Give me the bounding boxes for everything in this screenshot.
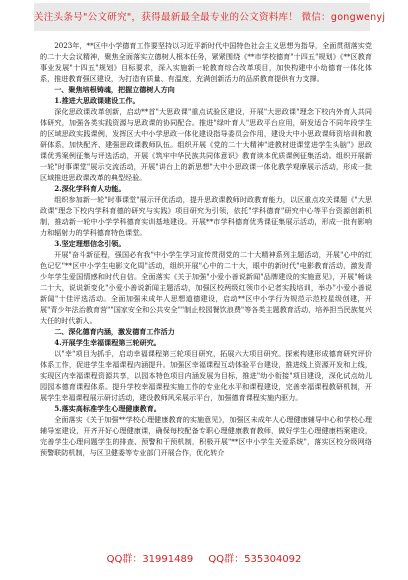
section-heading: 一、聚焦培根铸魂，把握立德树人方向 <box>54 85 175 94</box>
banner-text: 关注头条号"公文研究"，获得最新最全最专业的公文资料库！ 微信：gongwenyj <box>34 12 386 23</box>
body-paragraph: 开展"奋斗新征程，强国必有我"中小学生学习宣传贯彻党的二十大精神系列主题活动，开展"心中的红色记忆"**区中小学生电影文化周"活动，组织开展"心中的二十大，眼中的新时代"电影教育活动，激发青少年学生爱国情感和时代自信。全面落实《关于加强"小爱小善说新闻"品牌建设的实施意见》，开展"畅谈二十大，说说新变化"小爱小善说新闻主题活动，加强区校两级红领巾小记者实践培训，举办"小爱小善说新闻"十佳评选活动。全面加强未成年人思想道德建设，启动**区中小学行为规范示范校星级创建，开展"青少年法治教育营""国家安全和公共安全""制止校园餐饮浪费"等各类主题教育活动，培养担当民族复兴大任的时代新人。 <box>40 250 372 325</box>
subsection-heading: 4.开展学生幸福课程第三轮研究。 <box>54 338 161 347</box>
subsection-heading: 1.推进大思政课建设工作。 <box>54 96 140 105</box>
subsection-heading: 5.落实高标准学生心理健康教育。 <box>54 404 161 413</box>
body-paragraph: 深化思政课改革创新，启动**首"大思政课"重点试验区建设，开展"大思政课"理念下校内外育人共同体研究，加强各类实践资源与思政课的协同配合。推进"绿叶育人"思政平台应用，研发适合不同年段学生的区域思政实践课例，发挥区大中小学思政一体化建设指导委员会作用，建设大中小思政课师资培训和教研体系，加快配齐、建强思政课教师队伍。组织开展《党的二十大精神"进教材进课堂进学生头脑"》思政课优秀案例征集与评选活动，开展《筑牢中华民族共同体意识》教育读本优质课例征集活动。组织开展新一轮"时事课堂"展示交流活动，开展"讲台上的新思想"大中小思政课一体化教学观摩展示活动，形成一批区域推进思政课改革的典型经验。 <box>40 107 372 182</box>
top-banner <box>34 3 386 31</box>
body-paragraph: 组织参加新一轮"时事课堂"展示评优活动，提升思政课教师时政教育能力，以区重点攻关课题《"大思政课"理念下校内学科育德的研究与实践》项目研究为引领，依托"学科德育"研究中心等平台资源创新机制，推动新一轮中小学学科德育实训基地建设。开展**市学科德育优秀课征集展示活动，形成一批有影响力和辐射力的学科德育特色课堂。 <box>40 195 372 237</box>
document-body <box>40 40 372 458</box>
footer-qq-group-2: QQ群：535304092 <box>208 554 302 565</box>
body-paragraph: 2023年，**区中小学德育工作要坚持以习近平新时代中国特色社会主义思想为指导，全面贯彻落实党的二十大会议精神，聚焦全面落实立德树人根本任务，紧紧围绕《**市学校德育"十四五"规划》《**区教育事业发展"十四五"规划》目标要求，深入实施新一轮教育综合改革项目，加快构建中小幼德育一体化体系，推进教育强区建设，为打造有质量、有温度，充满创新活力的品质教育提供有力支撑。 <box>40 41 372 83</box>
subsection-heading: 2.深化学科育人功能。 <box>54 184 126 193</box>
footer-qq-group-1: QQ群：31991489 <box>106 554 194 565</box>
footer <box>0 550 408 565</box>
subsection-heading: 3.坚定理想信念引领。 <box>54 239 126 248</box>
body-paragraph: 以"幸"项目为抓手，启动幸福课程第三轮项目研究，拓展六大项目研究。探索构建形成德育研究评价体系工作，促进学生幸福课程内涵提升。加强区幸福课程互动体验平台建设，推进线上资源开发和上线，实现区内幸福课程资源共享，以园本特色项目内涵发展为目标，推进"幼小衔接"项目建设，深化试点幼儿园园本德育课程体系。提升学校幸福课程实施工作的专业化水平和课程建设，完善幸福课程教研机制，开展学生幸福课程展示研讨活动，建设教师风采展示平台，加强德育课程实施内驱力。 <box>40 349 372 402</box>
body-paragraph: 全面落实《关于加强**学校心理健康教育的实施意见》，加强区未成年人心理健康辅导中心和学校心理辅导室建设，开齐开好心理健康课，确保每校配备专职心理健康教育教师，做好学生心理健康档案建设，完善学生心理问题学生的排查、预警和干预机制，积极开展"**区中小学生关爱系统"，落实区校分级网络预警联防机制，与区卫健委等专业部门开展合作，优化转介 <box>40 415 372 457</box>
section-heading: 二、深化德育内涵，激发德育工作活力 <box>54 327 175 336</box>
